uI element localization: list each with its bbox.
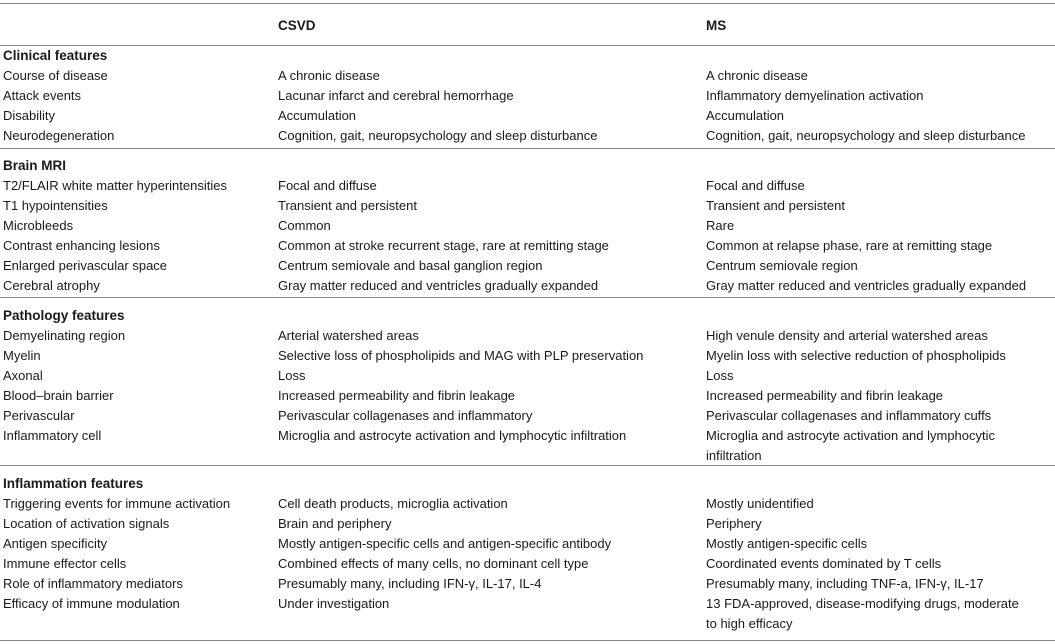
ms-value: Presumably many, including TNF-a, IFN-γ, IL-17: [706, 576, 984, 591]
ms-value: Microglia and astrocyte activation and lymphocytic: [706, 428, 996, 443]
ms-value: Inflammatory demyelination activation: [706, 88, 924, 103]
table-row: [0, 426, 1055, 446]
row-label: Attack events: [3, 88, 82, 103]
row-label: Axonal: [3, 368, 43, 383]
bottom-rule: [0, 640, 1055, 641]
ms-value: Increased permeability and fibrin leakage: [706, 388, 944, 403]
row-label: Blood–brain barrier: [3, 388, 114, 403]
row-label: Contrast enhancing lesions: [3, 238, 160, 253]
table-row: [0, 86, 1055, 106]
table-row: [0, 256, 1055, 276]
csvd-value: Presumably many, including IFN-γ, IL-17, IL-4: [278, 576, 542, 591]
ms-value: Loss: [706, 368, 734, 383]
row-label: Course of disease: [3, 68, 108, 83]
table-row: [0, 326, 1055, 346]
table-row: [0, 514, 1055, 534]
table-row: [0, 406, 1055, 426]
ms-value: Rare: [706, 218, 735, 233]
ms-value: Perivascular collagenases and inflammatory cuffs: [706, 408, 992, 423]
row-label: Myelin: [3, 348, 41, 363]
ms-value: Gray matter reduced and ventricles gradually expanded: [706, 278, 1027, 293]
section-title: Brain MRI: [3, 158, 67, 173]
csvd-value: Common: [278, 218, 331, 233]
row-label: Disability: [3, 108, 56, 123]
row-label: T2/FLAIR white matter hyperintensities: [3, 178, 227, 193]
section-title-row: [0, 474, 1055, 494]
csvd-value: Brain and periphery: [278, 516, 392, 531]
ms-value: High venule density and arterial watershed areas: [706, 328, 988, 343]
table-row: [0, 236, 1055, 256]
csvd-value: Cell death products, microglia activation: [278, 496, 508, 511]
section-title-row: [0, 46, 1055, 66]
row-label: Perivascular: [3, 408, 75, 423]
row-label: Enlarged perivascular space: [3, 258, 168, 273]
table-row: [0, 494, 1055, 514]
ms-value: A chronic disease: [706, 68, 808, 83]
row-label: Antigen specificity: [3, 536, 108, 551]
csvd-value: Focal and diffuse: [278, 178, 377, 193]
ms-value: Common at relapse phase, rare at remitting stage: [706, 238, 993, 253]
table-row: [0, 534, 1055, 554]
csvd-value: Lacunar infarct and cerebral hemorrhage: [278, 88, 514, 103]
row-label: Role of inflammatory mediators: [3, 576, 183, 591]
csvd-value: Selective loss of phospholipids and MAG with PLP preservation: [278, 348, 644, 363]
section-rule: [0, 465, 1055, 466]
row-label: Efficacy of immune modulation: [3, 596, 180, 611]
table-row: [0, 574, 1055, 594]
table-row: [0, 196, 1055, 216]
csvd-value: Microglia and astrocyte activation and lymphocytic infiltration: [278, 428, 627, 443]
row-label: Inflammatory cell: [3, 428, 102, 443]
header-row: [0, 16, 1055, 36]
section-title: Clinical features: [3, 48, 108, 63]
csvd-value: Arterial watershed areas: [278, 328, 419, 343]
ms-value: Mostly unidentified: [706, 496, 814, 511]
ms-value: Accumulation: [706, 108, 785, 123]
csvd-value: Under investigation: [278, 596, 390, 611]
section-rule: [0, 297, 1055, 298]
row-label: Triggering events for immune activation: [3, 496, 231, 511]
ms-value: Myelin loss with selective reduction of phospholipids: [706, 348, 1006, 363]
csvd-value: Cognition, gait, neuropsychology and sleep disturbance: [278, 128, 598, 143]
csvd-value: Perivascular collagenases and inflammatory: [278, 408, 533, 423]
csvd-value: Gray matter reduced and ventricles gradually expanded: [278, 278, 599, 293]
csvd-value: Transient and persistent: [278, 198, 417, 213]
csvd-value: Combined effects of many cells, no dominant cell type: [278, 556, 589, 571]
table-row: [0, 216, 1055, 236]
ms-value: Transient and persistent: [706, 198, 845, 213]
csvd-value: Common at stroke recurrent stage, rare at remitting stage: [278, 238, 609, 253]
ms-value: Coordinated events dominated by T cells: [706, 556, 942, 571]
table-row: [0, 594, 1055, 614]
column-header-2: MS: [706, 18, 727, 33]
csvd-value: Centrum semiovale and basal ganglion region: [278, 258, 543, 273]
row-label: Microbleeds: [3, 218, 74, 233]
table-row-continuation: [0, 614, 1055, 634]
row-label: T1 hypointensities: [3, 198, 108, 213]
section-title: Inflammation features: [3, 476, 144, 491]
section-title-row: [0, 306, 1055, 326]
ms-value: Cognition, gait, neuropsychology and sleep disturbance: [706, 128, 1026, 143]
column-header-1: CSVD: [278, 18, 316, 33]
csvd-value: Loss: [278, 368, 306, 383]
section-title-row: [0, 156, 1055, 176]
csvd-value: Mostly antigen-specific cells and antigen-specific antibody: [278, 536, 612, 551]
table-row-continuation: [0, 446, 1055, 466]
row-label: Immune effector cells: [3, 556, 127, 571]
ms-value-continued: to high efficacy: [706, 616, 793, 631]
section-rule: [0, 148, 1055, 149]
row-label: Location of activation signals: [3, 516, 170, 531]
row-label: Neurodegeneration: [3, 128, 115, 143]
ms-value: 13 FDA-approved, disease-modifying drugs, moderate: [706, 596, 1019, 611]
ms-value: Focal and diffuse: [706, 178, 805, 193]
table-row: [0, 106, 1055, 126]
table-row: [0, 176, 1055, 196]
csvd-value: A chronic disease: [278, 68, 380, 83]
table-row: [0, 276, 1055, 296]
row-label: Cerebral atrophy: [3, 278, 100, 293]
csvd-value: Accumulation: [278, 108, 357, 123]
section-title: Pathology features: [3, 308, 125, 323]
ms-value-continued: infiltration: [706, 448, 762, 463]
csvd-value: Increased permeability and fibrin leakage: [278, 388, 516, 403]
row-label: Demyelinating region: [3, 328, 126, 343]
table-row: [0, 346, 1055, 366]
table-row: [0, 386, 1055, 406]
ms-value: Periphery: [706, 516, 762, 531]
top-rule: [0, 3, 1055, 4]
table-row: [0, 126, 1055, 146]
ms-value: Mostly antigen-specific cells: [706, 536, 868, 551]
table-row: [0, 554, 1055, 574]
table-row: [0, 66, 1055, 86]
ms-value: Centrum semiovale region: [706, 258, 858, 273]
table-row: [0, 366, 1055, 386]
